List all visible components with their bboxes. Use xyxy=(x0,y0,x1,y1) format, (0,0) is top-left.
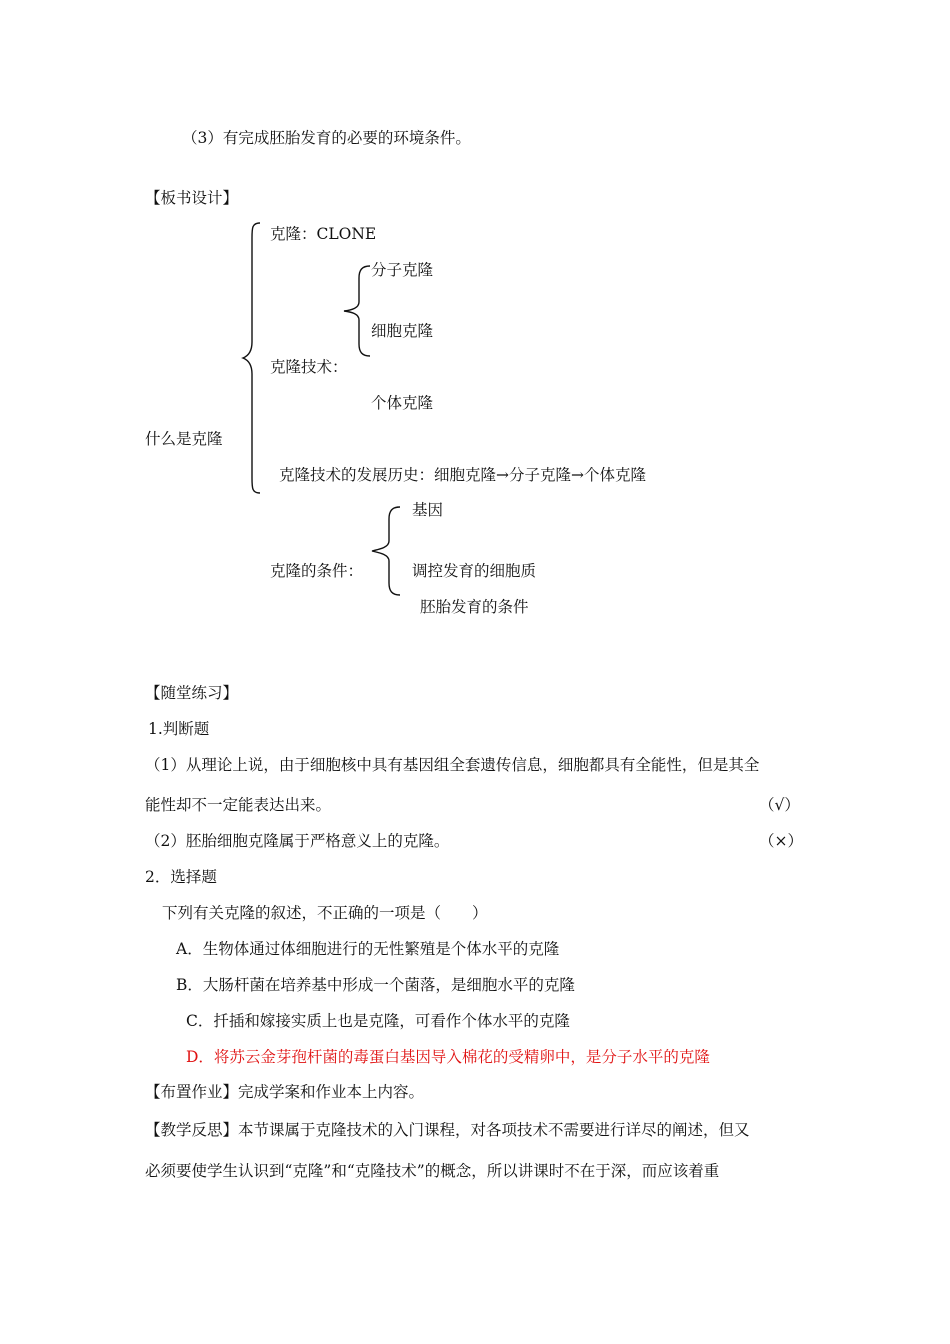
judge-question-2: （2）胚胎细胞克隆属于严格意义上的克隆。 xyxy=(145,832,450,850)
clone-technology-label: 克隆技术： xyxy=(270,358,348,376)
reflection-line-1 xyxy=(145,1120,750,1140)
reflection-text-1: 本节课属于克隆技术的入门课程，对各项技术不需要进行详尽的阐述，但又 xyxy=(238,1121,750,1139)
condition-embryo: 胚胎发育的条件 xyxy=(420,598,529,616)
tech-brace xyxy=(342,264,372,358)
choice-option-d-answer: D．将苏云金芽孢杆菌的毒蛋白基因导入棉花的受精卵中，是分子水平的克隆 xyxy=(186,1048,710,1066)
tech-item-cellular: 细胞克隆 xyxy=(371,322,434,340)
judge-answer-1: （√） xyxy=(759,796,800,814)
judge-answer-2: （×） xyxy=(759,832,803,850)
homework-text: 完成学案和作业本上内容。 xyxy=(238,1083,425,1101)
condition-3-text: （3）有完成胚胎发育的必要的环境条件。 xyxy=(182,129,471,147)
choice-option-b: B．大肠杆菌在培养基中形成一个菌落，是细胞水平的克隆 xyxy=(176,976,575,994)
root-concept: 什么是克隆 xyxy=(145,430,223,448)
condition-gene: 基因 xyxy=(412,501,444,519)
main-brace xyxy=(242,222,266,494)
tech-item-molecular: 分子克隆 xyxy=(371,261,434,279)
choice-option-a: A．生物体通过体细胞进行的无性繁殖是个体水平的克隆 xyxy=(176,940,560,958)
reflection-heading: 【教学反思】 xyxy=(145,1121,239,1139)
exercise-heading: 【随堂练习】 xyxy=(145,684,239,702)
board-design-heading: 【板书设计】 xyxy=(145,189,239,207)
choice-question-stem: 下列有关克隆的叙述，不正确的一项是（ ） xyxy=(162,904,488,922)
conditions-label: 克隆的条件： xyxy=(270,562,364,580)
tech-item-individual: 个体克隆 xyxy=(371,394,434,412)
clone-definition: 克隆：CLONE xyxy=(270,225,377,243)
homework-heading: 【布置作业】 xyxy=(145,1083,239,1101)
judge-question-1-line-2: 能性却不一定能表达出来。 xyxy=(145,796,332,814)
condition-cytoplasm: 调控发育的细胞质 xyxy=(412,562,537,580)
judge-section-title: 1.判断题 xyxy=(148,720,210,738)
judge-question-1-line-1: （1）从理论上说，由于细胞核中具有基因组全套遗传信息，细胞都具有全能性，但是其全 xyxy=(145,756,760,774)
choice-section-title: 2．选择题 xyxy=(145,868,217,886)
choice-option-c: C．扦插和嫁接实质上也是克隆，可看作个体水平的克隆 xyxy=(186,1012,570,1030)
development-history: 克隆技术的发展历史：细胞克隆→分子克隆→个体克隆 xyxy=(279,466,646,484)
reflection-line-2: 必须要使学生认识到“克隆”和“克隆技术”的概念，所以讲课时不在于深，而应该着重 xyxy=(145,1162,720,1180)
homework-section xyxy=(145,1082,424,1102)
conditions-brace xyxy=(370,505,402,597)
